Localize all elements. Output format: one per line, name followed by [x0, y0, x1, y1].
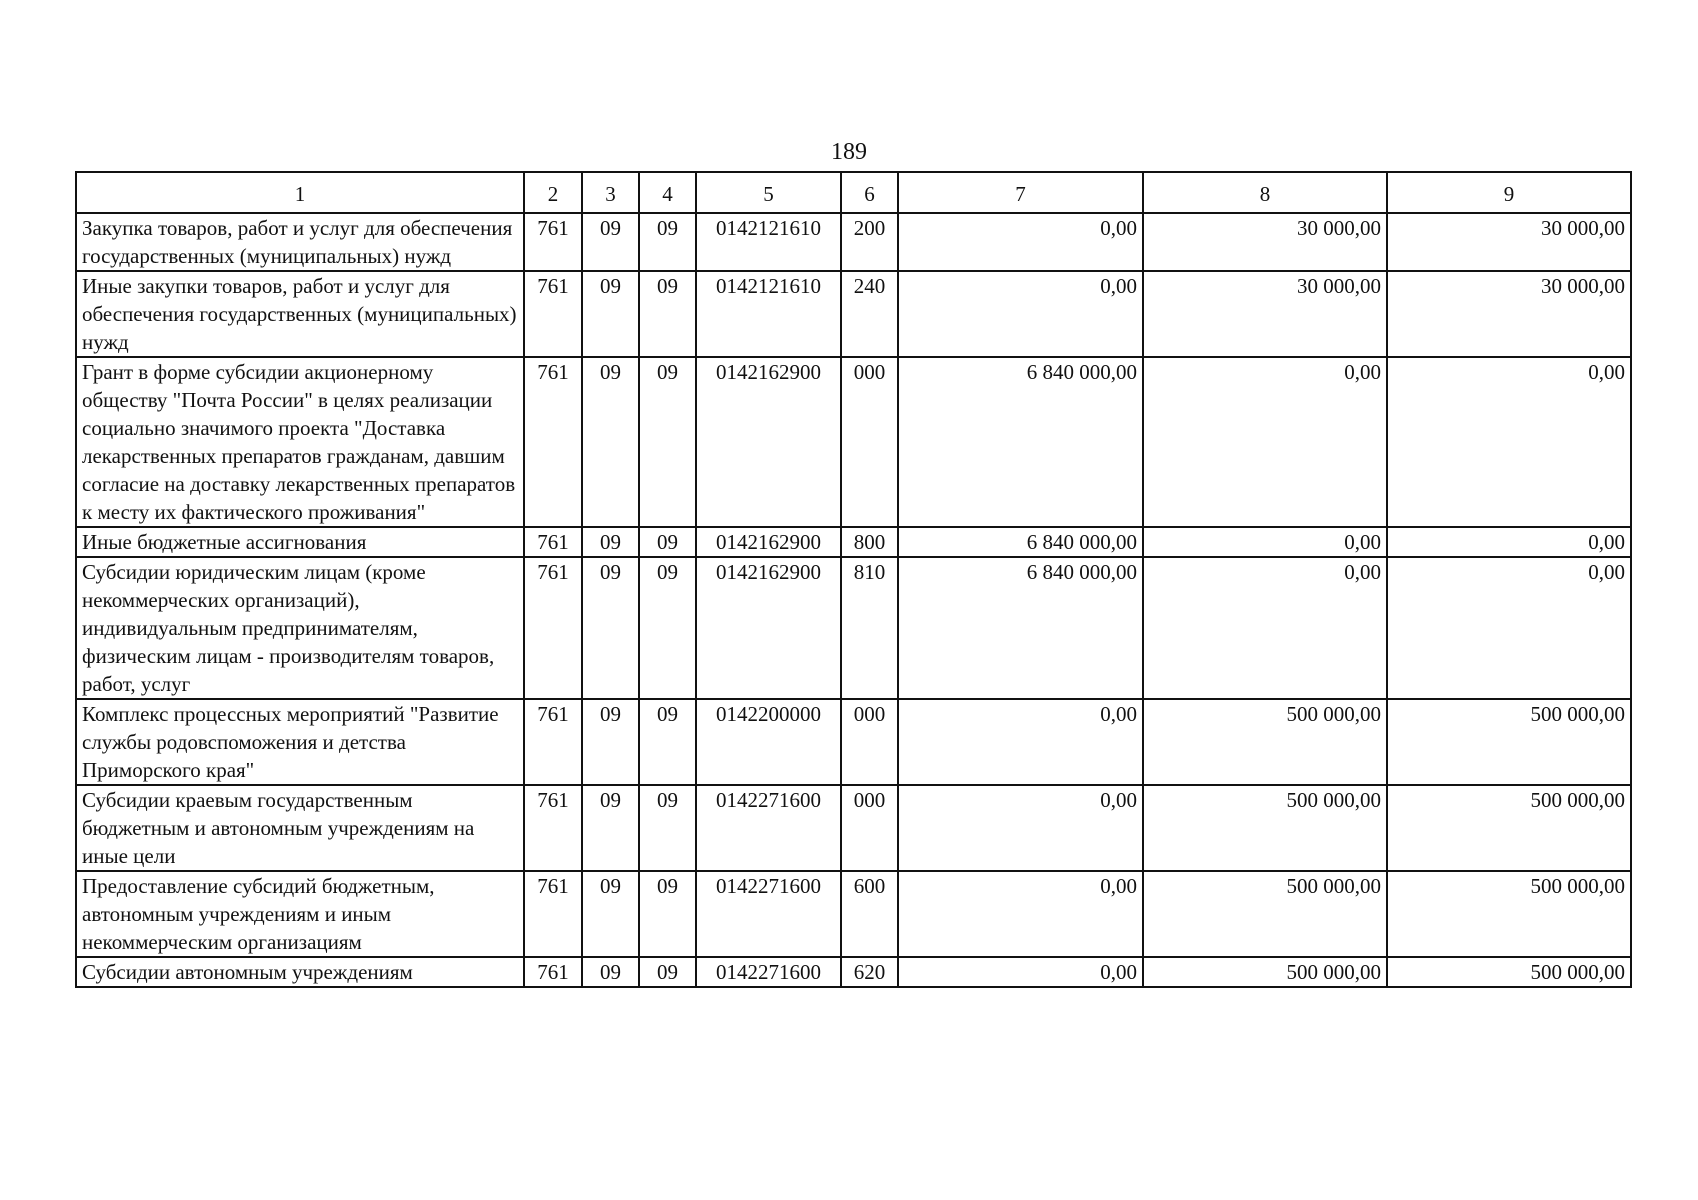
row-col-8: 0,00	[1143, 527, 1387, 557]
row-col-5: 0142200000	[696, 699, 841, 785]
row-col-3: 09	[582, 957, 639, 987]
row-col-8: 500 000,00	[1143, 785, 1387, 871]
row-col-7: 0,00	[898, 785, 1143, 871]
table-row	[76, 557, 1631, 699]
row-col-9: 500 000,00	[1387, 871, 1631, 957]
row-col-6: 620	[841, 957, 898, 987]
row-col-6: 810	[841, 557, 898, 699]
table-row	[76, 527, 1631, 557]
row-col-5: 0142162900	[696, 357, 841, 527]
header-col-3: 3	[582, 172, 639, 213]
row-col-6: 200	[841, 213, 898, 271]
row-col-2: 761	[524, 357, 582, 527]
header-col-1: 1	[76, 172, 524, 213]
row-col-4: 09	[639, 785, 696, 871]
table-row	[76, 957, 1631, 987]
header-col-9: 9	[1387, 172, 1631, 213]
row-col-9: 500 000,00	[1387, 699, 1631, 785]
row-col-7: 0,00	[898, 271, 1143, 357]
table-row	[76, 213, 1631, 271]
row-col-2: 761	[524, 785, 582, 871]
row-col-4: 09	[639, 357, 696, 527]
row-col-5: 0142162900	[696, 527, 841, 557]
table-row	[76, 699, 1631, 785]
row-name: Иные бюджетные ассигнования	[76, 527, 524, 557]
row-col-7: 6 840 000,00	[898, 557, 1143, 699]
row-col-8: 500 000,00	[1143, 871, 1387, 957]
row-col-9: 500 000,00	[1387, 785, 1631, 871]
row-col-4: 09	[639, 527, 696, 557]
row-name: Предоставление субсидий бюджетным, автономным учреждениям и иным некоммерческим организациям	[76, 871, 524, 957]
row-col-8: 30 000,00	[1143, 213, 1387, 271]
row-col-8: 30 000,00	[1143, 271, 1387, 357]
table-row	[76, 871, 1631, 957]
row-name: Грант в форме субсидии акционерному обществу "Почта России" в целях реализации социально значимого проекта "Доставка лекарственных препаратов гражданам, давшим согласие на доставку лекарственных препаратов к месту их фактического проживания"	[76, 357, 524, 527]
row-col-8: 500 000,00	[1143, 957, 1387, 987]
row-col-5: 0142271600	[696, 785, 841, 871]
table-header-row	[76, 172, 1631, 213]
row-col-4: 09	[639, 557, 696, 699]
row-col-6: 800	[841, 527, 898, 557]
row-col-6: 240	[841, 271, 898, 357]
row-col-9: 500 000,00	[1387, 957, 1631, 987]
row-col-4: 09	[639, 699, 696, 785]
row-col-7: 0,00	[898, 957, 1143, 987]
header-col-6: 6	[841, 172, 898, 213]
row-col-2: 761	[524, 527, 582, 557]
page-number: 189	[831, 139, 867, 165]
row-col-6: 000	[841, 785, 898, 871]
row-col-6: 000	[841, 699, 898, 785]
header-col-4: 4	[639, 172, 696, 213]
header-col-7: 7	[898, 172, 1143, 213]
row-col-7: 6 840 000,00	[898, 357, 1143, 527]
row-col-5: 0142271600	[696, 871, 841, 957]
row-name: Комплекс процессных мероприятий "Развитие службы родовспоможения и детства Приморского края"	[76, 699, 524, 785]
row-col-5: 0142121610	[696, 213, 841, 271]
row-col-3: 09	[582, 213, 639, 271]
row-col-7: 6 840 000,00	[898, 527, 1143, 557]
row-name: Иные закупки товаров, работ и услуг для обеспечения государственных (муниципальных) нужд	[76, 271, 524, 357]
row-col-8: 500 000,00	[1143, 699, 1387, 785]
header-col-8: 8	[1143, 172, 1387, 213]
row-col-6: 000	[841, 357, 898, 527]
row-col-3: 09	[582, 871, 639, 957]
row-col-2: 761	[524, 213, 582, 271]
row-col-9: 30 000,00	[1387, 213, 1631, 271]
budget-table	[75, 171, 1632, 988]
row-col-5: 0142271600	[696, 957, 841, 987]
row-col-3: 09	[582, 357, 639, 527]
row-col-4: 09	[639, 271, 696, 357]
row-col-9: 0,00	[1387, 357, 1631, 527]
header-col-2: 2	[524, 172, 582, 213]
row-col-5: 0142121610	[696, 271, 841, 357]
row-col-2: 761	[524, 957, 582, 987]
row-col-9: 0,00	[1387, 527, 1631, 557]
row-name: Субсидии юридическим лицам (кроме некоммерческих организаций), индивидуальным предпринимателям, физическим лицам - производителям товаров, работ, услуг	[76, 557, 524, 699]
row-col-8: 0,00	[1143, 557, 1387, 699]
row-col-3: 09	[582, 557, 639, 699]
row-col-9: 0,00	[1387, 557, 1631, 699]
row-col-4: 09	[639, 957, 696, 987]
row-col-7: 0,00	[898, 871, 1143, 957]
header-col-5: 5	[696, 172, 841, 213]
row-col-3: 09	[582, 527, 639, 557]
table-row	[76, 271, 1631, 357]
row-col-6: 600	[841, 871, 898, 957]
row-name: Субсидии краевым государственным бюджетным и автономным учреждениям на иные цели	[76, 785, 524, 871]
row-col-2: 761	[524, 557, 582, 699]
row-col-2: 761	[524, 271, 582, 357]
row-col-9: 30 000,00	[1387, 271, 1631, 357]
row-col-3: 09	[582, 785, 639, 871]
row-name: Субсидии автономным учреждениям	[76, 957, 524, 987]
row-col-7: 0,00	[898, 699, 1143, 785]
row-col-4: 09	[639, 213, 696, 271]
row-col-3: 09	[582, 271, 639, 357]
row-col-8: 0,00	[1143, 357, 1387, 527]
row-col-2: 761	[524, 871, 582, 957]
table-row	[76, 357, 1631, 527]
row-name: Закупка товаров, работ и услуг для обеспечения государственных (муниципальных) нужд	[76, 213, 524, 271]
row-col-7: 0,00	[898, 213, 1143, 271]
row-col-2: 761	[524, 699, 582, 785]
row-col-5: 0142162900	[696, 557, 841, 699]
row-col-3: 09	[582, 699, 639, 785]
table-row	[76, 785, 1631, 871]
row-col-4: 09	[639, 871, 696, 957]
